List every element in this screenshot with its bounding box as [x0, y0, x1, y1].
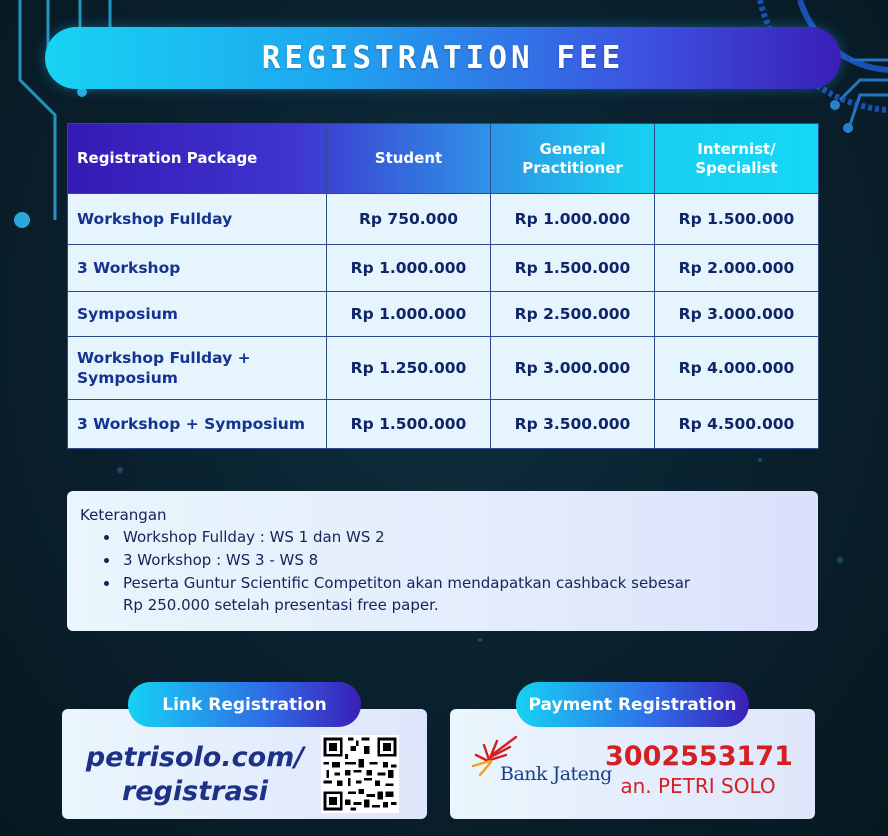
header-registration-package: Registration Package	[68, 124, 327, 194]
table-row	[68, 337, 819, 400]
header-specialist-text: Internist/ Specialist	[695, 139, 778, 177]
account-name: an. PETRI SOLO	[620, 774, 776, 798]
header-gp-text: General Practitioner	[522, 139, 623, 177]
gp-price-cell: Rp 2.500.000	[491, 292, 655, 337]
notes-list	[104, 526, 804, 616]
student-price-cell: Rp 1.000.000	[327, 245, 491, 292]
table-row	[68, 194, 819, 245]
gp-price-cell: Rp 1.000.000	[491, 194, 655, 245]
package-cell: Symposium	[68, 292, 327, 337]
table-row	[68, 245, 819, 292]
header-student: Student	[327, 124, 491, 194]
student-price-cell: Rp 1.000.000	[327, 292, 491, 337]
title-banner	[45, 27, 841, 89]
note-item	[104, 572, 804, 616]
header-general-practitioner	[491, 124, 655, 194]
student-price-cell: Rp 1.250.000	[327, 337, 491, 400]
student-price-cell: Rp 750.000	[327, 194, 491, 245]
bank-name: Bank Jateng	[500, 763, 612, 785]
specialist-price-cell: Rp 1.500.000	[655, 194, 819, 245]
fee-table	[67, 123, 819, 449]
link-registration-label: Link Registration	[128, 682, 361, 727]
notes-title: Keterangan	[80, 506, 167, 524]
specialist-price-cell: Rp 4.500.000	[655, 400, 819, 449]
package-cell: Workshop Fullday	[68, 194, 327, 245]
package-cell	[68, 337, 327, 400]
table-row	[68, 400, 819, 449]
table-row	[68, 292, 819, 337]
note-item: 3 Workshop : WS 3 - WS 8	[104, 549, 804, 572]
student-price-cell: Rp 1.500.000	[327, 400, 491, 449]
qr-code-icon[interactable]	[321, 735, 399, 813]
payment-registration-label: Payment Registration	[516, 682, 749, 727]
header-specialist	[655, 124, 819, 194]
package-cell: 3 Workshop	[68, 245, 327, 292]
specialist-price-cell: Rp 2.000.000	[655, 245, 819, 292]
note-item: Workshop Fullday : WS 1 dan WS 2	[104, 526, 804, 549]
registration-url-link[interactable]	[80, 741, 310, 809]
specialist-price-cell: Rp 4.000.000	[655, 337, 819, 400]
registration-url-line2: registrasi	[121, 776, 269, 807]
account-number: 3002553171	[605, 741, 793, 772]
table-header-row	[68, 124, 819, 194]
note-item-line: Rp 250.000 setelah presentasi free paper.	[123, 596, 439, 614]
notes-box	[67, 491, 818, 631]
gp-price-cell: Rp 3.500.000	[491, 400, 655, 449]
gp-price-cell: Rp 3.000.000	[491, 337, 655, 400]
gp-price-cell: Rp 1.500.000	[491, 245, 655, 292]
registration-url-line1: petrisolo.com/	[85, 742, 305, 773]
specialist-price-cell: Rp 3.000.000	[655, 292, 819, 337]
package-cell-text: Workshop Fullday + Symposium	[77, 349, 251, 387]
package-cell: 3 Workshop + Symposium	[68, 400, 327, 449]
page-title: REGISTRATION FEE	[261, 40, 625, 76]
note-item-line: Peserta Guntur Scientific Competiton akan mendapatkan cashback sebesar	[123, 574, 691, 592]
